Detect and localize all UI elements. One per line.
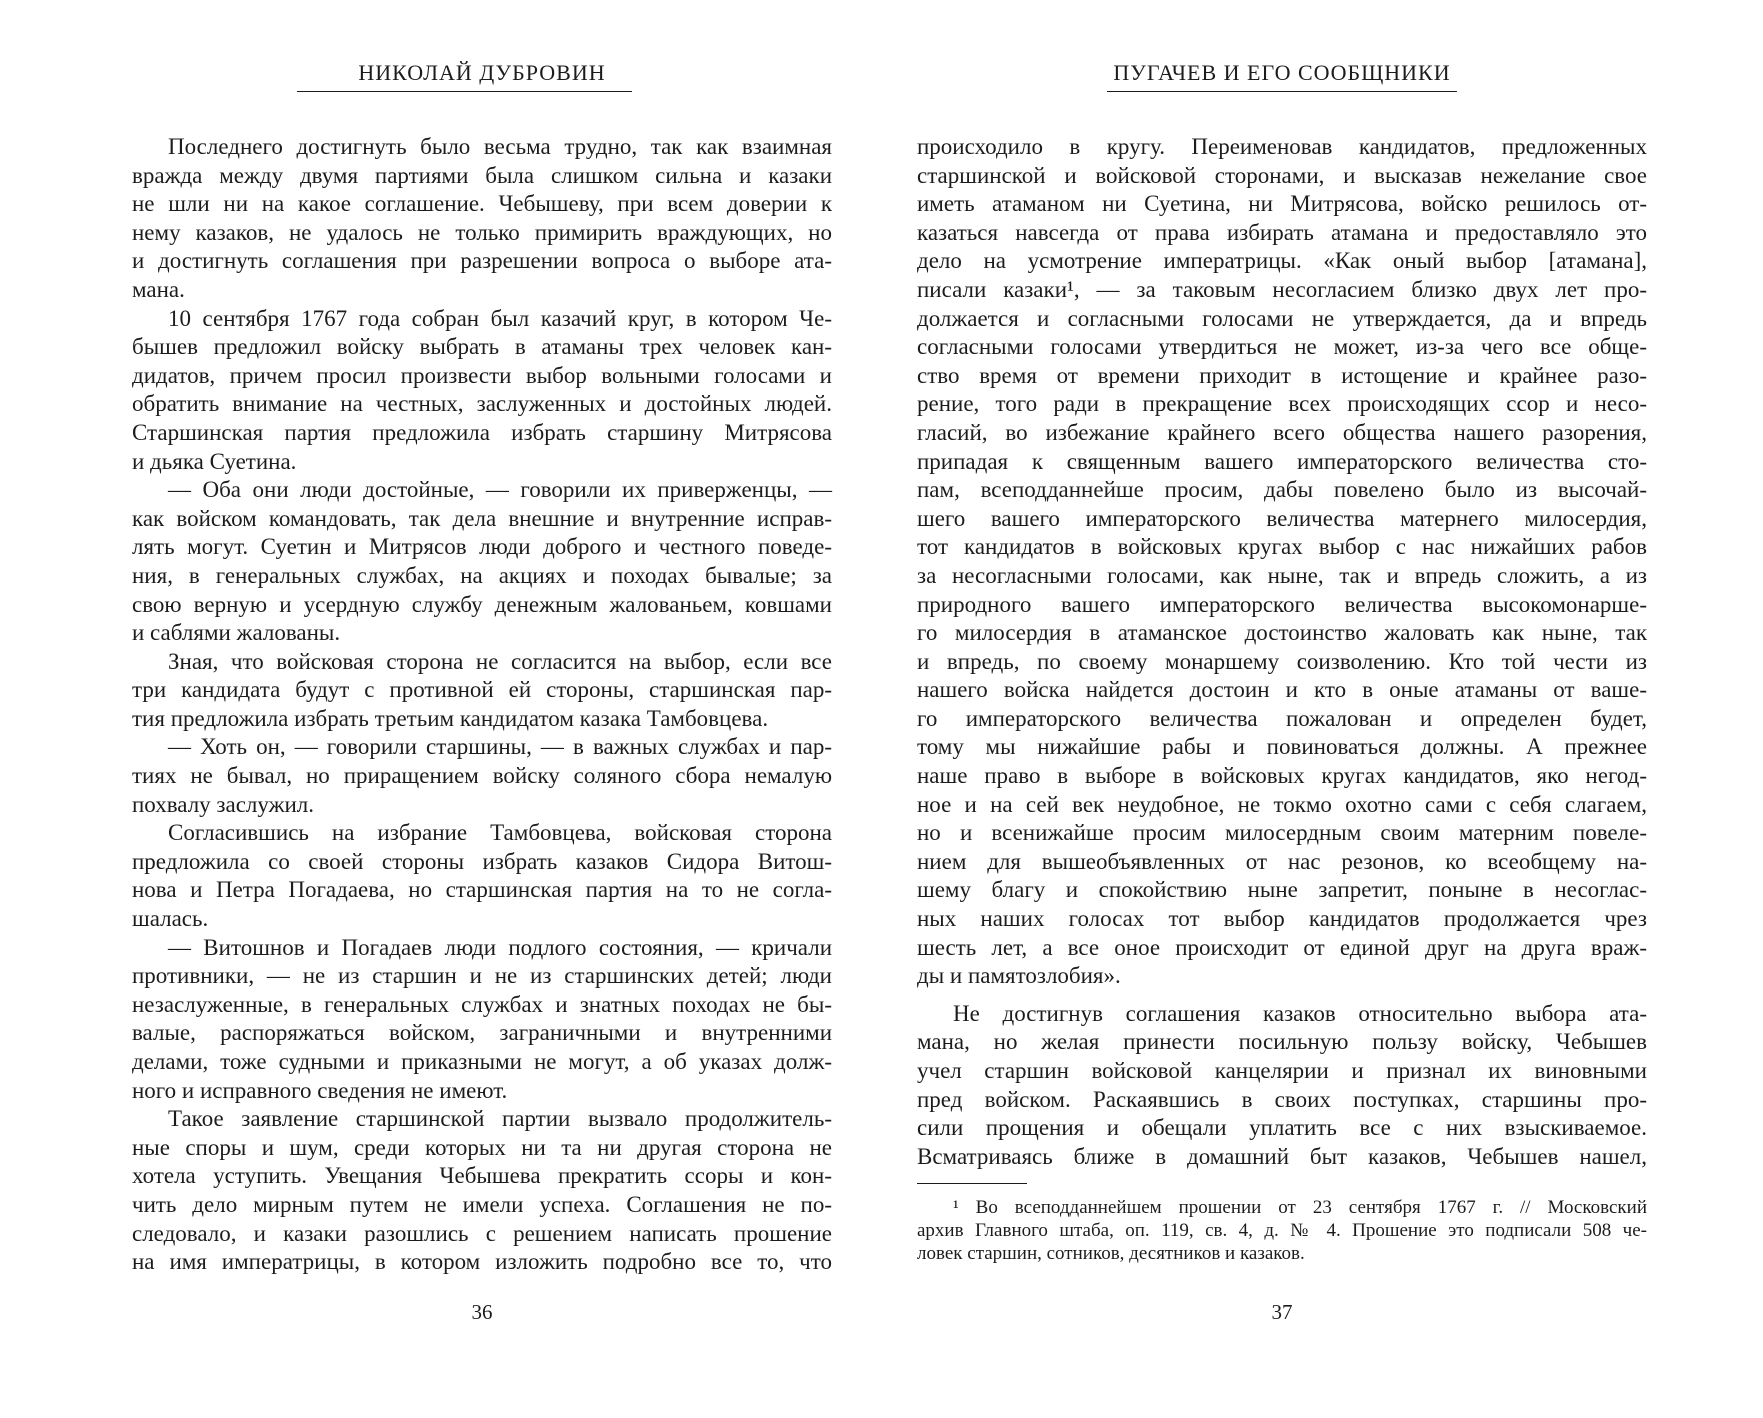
text-line: пам, всеподданнейше просим, дабы повелено было из высочай- [917, 477, 1647, 503]
text-line: шалась. [132, 906, 209, 932]
page-number-right: 37 [1271, 1300, 1293, 1324]
text-line: ное и на сей век неудобное, не токмо охотно сами с себя слагаем, [917, 791, 1647, 817]
text-line: го милосердия в атаманское достоинство жаловать как ныне, так [917, 620, 1647, 646]
text-line: как войском командовать, так дела внешние и внутренние исправ- [132, 505, 832, 531]
text-line: Такое заявление старшинской партии вызвало продолжитель- [168, 1106, 832, 1132]
text-line: мана. [132, 276, 185, 302]
text-line: валые, распоряжаться войском, заграничными и внутренними [132, 1020, 832, 1046]
text-line: природного вашего императорского величества высокомонарше- [917, 591, 1647, 617]
text-line: сили прощения и обещали уплатить все с них взыскиваемое. [917, 1115, 1647, 1141]
text-line: и впредь, по своему монаршему соизволению. Кто той чести из [917, 648, 1647, 674]
text-line: нему казаков, не удалось не только примирить враждующих, но [132, 219, 832, 245]
text-line: пред войском. Раскаявшись в своих поступках, старшины про- [917, 1086, 1647, 1112]
text-line: Последнего достигнуть было весьма трудно, так как взаимная [168, 134, 832, 159]
text-line: наше право в выборе в войсковых кругах кандидатов, яко негод- [917, 763, 1647, 789]
text-line: ных наших голосах тот выбор кандидатов продолжается чрез [917, 906, 1647, 932]
text-line: ство время от времени приходит в истощение и крайнее разо- [917, 362, 1647, 388]
right-page [917, 0, 1647, 1418]
text-line: нова и Петра Погадаева, но старшинская партия на то не согла- [132, 877, 832, 903]
text-line: гласий, во избежание крайнего всего общества нашего разорения, [917, 419, 1647, 445]
text-line: чить дело мирным путем не имели успеха. Соглашения не по- [132, 1191, 832, 1217]
text-line: и дьяка Суетина. [132, 448, 297, 474]
text-line: бышев предложил войску выбрать в атаманы трех человек кан- [132, 334, 832, 360]
text-line: тот кандидатов в войсковых кругах выбор с нас нижайших рабов [917, 534, 1647, 560]
text-line: и достигнуть соглашения при разрешении вопроса о выборе ата- [132, 248, 832, 274]
text-line: — Хоть он, — говорили старшины, — в важных службах и пар- [168, 734, 832, 760]
text-line: Не достигнув соглашения казаков относительно выбора ата- [953, 1000, 1647, 1026]
text-line: ды и памятозлобия». [917, 963, 1121, 989]
text-line: происходило в кругу. Переименовав кандидатов, предложенных [917, 134, 1647, 159]
text-line: дидатов, причем просил произвести выбор вольными голосами и [132, 362, 832, 388]
text-line: ные споры и шум, среди которых ни та ни другая сторона не [132, 1134, 832, 1160]
text-line: вражда между двумя партиями была слишком сильна и казаки [132, 162, 832, 188]
text-line: за несогласными голосами, как ныне, так и впредь сложить, а из [917, 562, 1647, 588]
footnote [917, 1196, 1647, 1265]
text-line: свою верную и усердную службу денежным жалованьем, ковшами [132, 591, 832, 617]
text-line: согласными голосами утвердиться не может, из-за чего все обще- [917, 334, 1647, 360]
text-line: предложила со своей стороны избрать казаков Сидора Витош- [132, 848, 832, 874]
text-line: ния, в генеральных службах, на акциях и походах бывалые; за [132, 562, 832, 588]
running-head-right: ПУГАЧЕВ И ЕГО СООБЩНИКИ [1113, 60, 1451, 85]
text-line: три кандидата будут с противной ей стороны, старшинская пар- [132, 677, 832, 703]
text-line: Зная, что войсковая сторона не согласится на выбор, если все [168, 648, 832, 674]
text-line: — Оба они люди достойные, — говорили их приверженцы, — [168, 477, 832, 503]
text-line: писали казаки¹, — за таковым несогласием близко двух лет про- [917, 276, 1647, 302]
footnote-line: ловек старшин, сотников, десятников и казаков. [917, 1243, 1305, 1264]
text-line: казаться навсегда от права избирать атамана и предоставляло это [917, 219, 1647, 245]
paragraph-gap [917, 991, 1647, 1000]
text-line: Согласившись на избрание Тамбовцева, войсковая сторона [168, 820, 832, 846]
text-line: ного и исправного сведения не имеют. [132, 1077, 508, 1103]
text-line: го императорского величества пожалован и определен будет, [917, 705, 1647, 731]
right-body-text [917, 133, 1647, 1171]
text-line: — Витошнов и Погадаев люди подлого состояния, — кричали [168, 934, 832, 960]
text-line: рение, того ради в прекращение всех происходящих ссор и несо- [917, 391, 1647, 417]
text-line: старшинской и войсковой сторонами, и высказав нежелание свое [917, 162, 1647, 188]
text-line: хотела уступить. Увещания Чебышева прекратить ссоры и кон- [132, 1163, 832, 1189]
text-line: Всматриваясь ближе в домашний быт казаков, Чебышев нашел, [917, 1143, 1647, 1169]
text-line: и саблями жалованы. [132, 620, 341, 646]
text-line: иметь атаманом ни Суетина, ни Митрясова, войско решилось от- [917, 191, 1647, 217]
text-line: делами, тоже судными и приказными не могут, а об указах долж- [132, 1049, 832, 1074]
text-line: похвалу заслужил. [132, 791, 315, 817]
text-line: шесть лет, а все оное происходит от единой друг на друга враж- [917, 934, 1647, 960]
text-line: обратить внимание на честных, заслуженных и достойных людей. [132, 391, 832, 417]
text-line: должается и согласными голосами не утверждается, да и впредь [917, 305, 1647, 331]
text-line: 10 сентября 1767 года собран был казачий круг, в котором Че- [168, 305, 832, 331]
footnote-line: ¹ Во всеподданнейшем прошении от 23 сентября 1767 г. // Московский [953, 1197, 1647, 1218]
text-line: припадая к священным вашего императорского величества сто- [917, 448, 1647, 474]
text-line: шего вашего императорского величества матернего милосердия, [917, 505, 1647, 531]
left-page [132, 0, 832, 1418]
text-line: тому мы нижайшие рабы и повиноваться должны. А прежнее [917, 734, 1647, 760]
head-rule-left [297, 91, 632, 92]
text-line: тия предложила избрать третьим кандидатом казака Тамбовцева. [132, 705, 769, 731]
footnote-rule [917, 1183, 1027, 1184]
text-line: противники, — не из старшин и не из старшинских детей; люди [132, 963, 832, 989]
text-line: мана, но желая принести посильную пользу войску, Чебышев [917, 1029, 1647, 1055]
page-number-left: 36 [471, 1300, 493, 1324]
text-line: лять могут. Суетин и Митрясов люди доброго и честного поведе- [132, 534, 832, 560]
text-line: но и всенижайше просим милосердным своим матерним повеле- [917, 820, 1647, 846]
text-line: дело на усмотрение императрицы. «Как оный выбор [атамана], [917, 248, 1647, 274]
text-line: Старшинская партия предложила избрать старшину Митрясова [132, 419, 832, 445]
text-line: следовало, и казаки разошлись с решением написать прошение [132, 1220, 832, 1246]
left-body-text [132, 133, 832, 1277]
running-head-left: НИКОЛАЙ ДУБРОВИН [358, 60, 606, 85]
text-line: нием для вышеобъявленных от нас резонов, ко всеобщему на- [917, 848, 1647, 874]
text-line: незаслуженные, в генеральных службах и знатных походах не бы- [132, 991, 832, 1017]
text-line: на имя императрицы, в котором изложить подробно все то, что [132, 1249, 832, 1275]
text-line: тиях не бывал, но приращением войску соляного сбора немалую [132, 763, 832, 789]
text-line: шему благу и спокойствию ныне запретит, поныне в несоглас- [917, 877, 1647, 903]
text-line: нашего войска найдется достоин и кто в оные атаманы от ваше- [917, 677, 1647, 703]
footnote-line: архив Главного штаба, оп. 119, св. 4, д. № 4. Прошение это подписали 508 че- [917, 1220, 1647, 1241]
head-rule-right [1107, 91, 1457, 92]
text-line: учел старшин войсковой канцелярии и признал их виновными [917, 1058, 1647, 1083]
text-line: не шли ни на какое соглашение. Чебышеву, при всем доверии к [132, 191, 832, 217]
